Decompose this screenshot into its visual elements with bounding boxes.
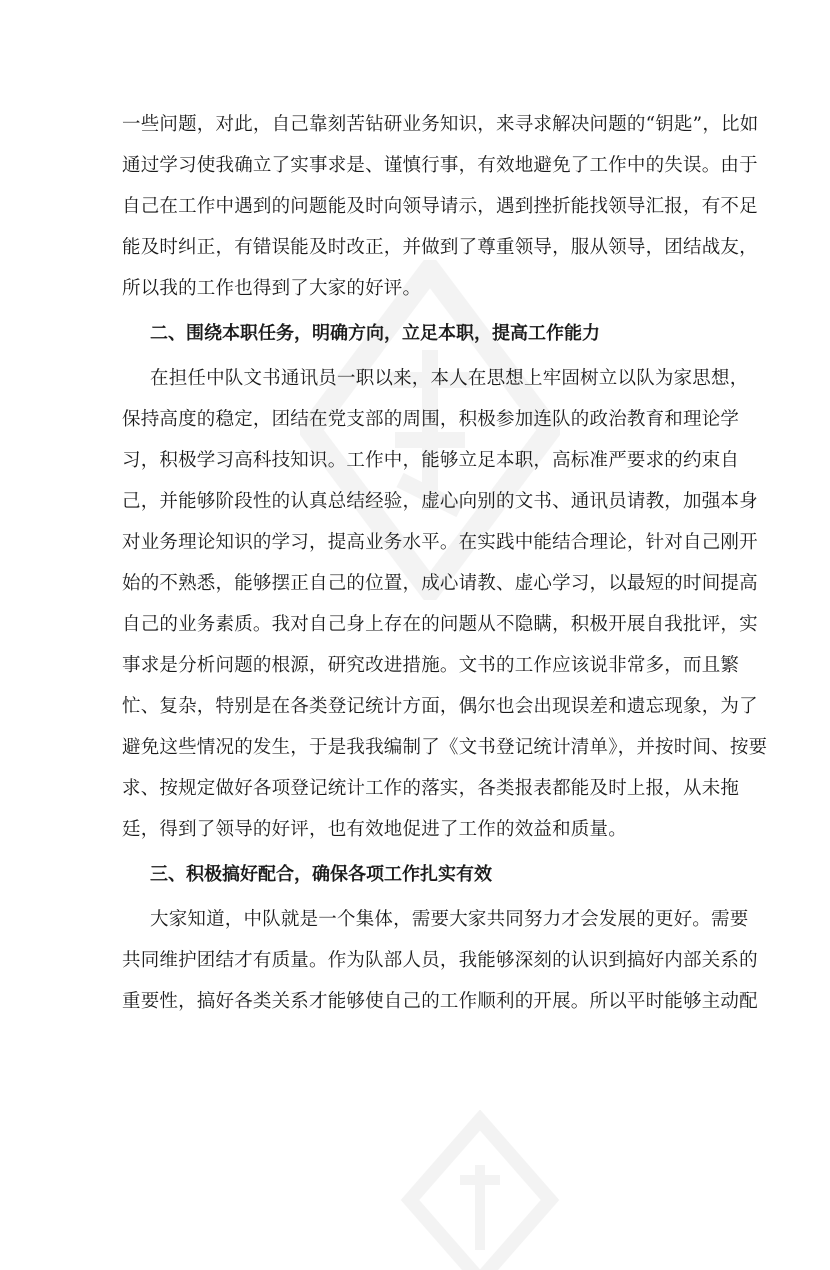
section-heading-3: 三、积极搞好配合，确保各项工作扎实有效 <box>150 864 492 885</box>
document-page <box>122 104 768 1022</box>
text-line: 对业务理论知识的学习，提高业务水平。在实践中能结合理论，针对自己刚开 <box>122 532 758 553</box>
text-line: 保持高度的稳定，团结在党支部的周围，积极参加连队的政治教育和理论学 <box>122 409 740 430</box>
section-heading-2: 二、围绕本职任务，明确方向，立足本职，提高工作能力 <box>150 323 600 344</box>
text-line: 能及时纠正，有错误能及时改正，并做到了尊重领导，服从领导，团结战友， <box>122 237 758 258</box>
text-line: 始的不熟悉，能够摆正自己的位置，成心请教、虚心学习，以最短的时间提高 <box>122 573 758 594</box>
text-line: 己，并能够阶段性的认真总结经验，虚心向别的文书、通讯员请教，加强本身 <box>122 491 758 512</box>
text-line: 事求是分析问题的根源，研究改进措施。文书的工作应该说非常多，而且繁 <box>122 655 740 676</box>
text-line: 一些问题，对此，自己靠刻苦钻研业务知识，来寻求解决问题的“钥匙”，比如 <box>122 114 759 135</box>
text-line: 大家知道，中队就是一个集体，需要大家共同努力才会发展的更好。需要 <box>150 909 749 930</box>
paragraph-section-3 <box>122 899 758 1022</box>
text-line: 共同维护团结才有质量。作为队部人员，我能够深刻的认识到搞好内部关系的 <box>122 950 758 971</box>
watermark-logo-icon-bottom <box>400 1110 560 1270</box>
paragraph-intro-tail <box>122 104 759 309</box>
text-line: 自己在工作中遇到的问题能及时向领导请示，遇到挫折能找领导汇报，有不足 <box>122 196 758 217</box>
text-line: 在担任中队文书通讯员一职以来，本人在思想上牢固树立以队为家思想， <box>150 368 749 389</box>
text-line: 通过学习使我确立了实事求是、谨慎行事，有效地避免了工作中的失误。由于 <box>122 155 758 176</box>
text-line: 自己的业务素质。我对自己身上存在的问题从不隐瞒，积极开展自我批评，实 <box>122 614 758 635</box>
paragraph-section-2 <box>122 358 768 850</box>
text-line: 避免这些情况的发生，于是我我编制了《文书登记统计清单》，并按时间、按要 <box>122 737 768 758</box>
text-line: 习，积极学习高科技知识。工作中，能够立足本职，高标准严要求的约束自 <box>122 450 740 471</box>
text-line: 忙、复杂，特别是在各类登记统计方面，偶尔也会出现误差和遗忘现象，为了 <box>122 696 758 717</box>
text-line: 求、按规定做好各项登记统计工作的落实，各类报表都能及时上报，从未拖 <box>122 778 740 799</box>
text-line: 所以我的工作也得到了大家的好评。 <box>122 278 422 299</box>
text-line: 廷，得到了领导的好评，也有效地促进了工作的效益和质量。 <box>122 819 627 840</box>
text-line: 重要性，搞好各类关系才能够使自己的工作顺利的开展。所以平时能够主动配 <box>122 991 758 1012</box>
